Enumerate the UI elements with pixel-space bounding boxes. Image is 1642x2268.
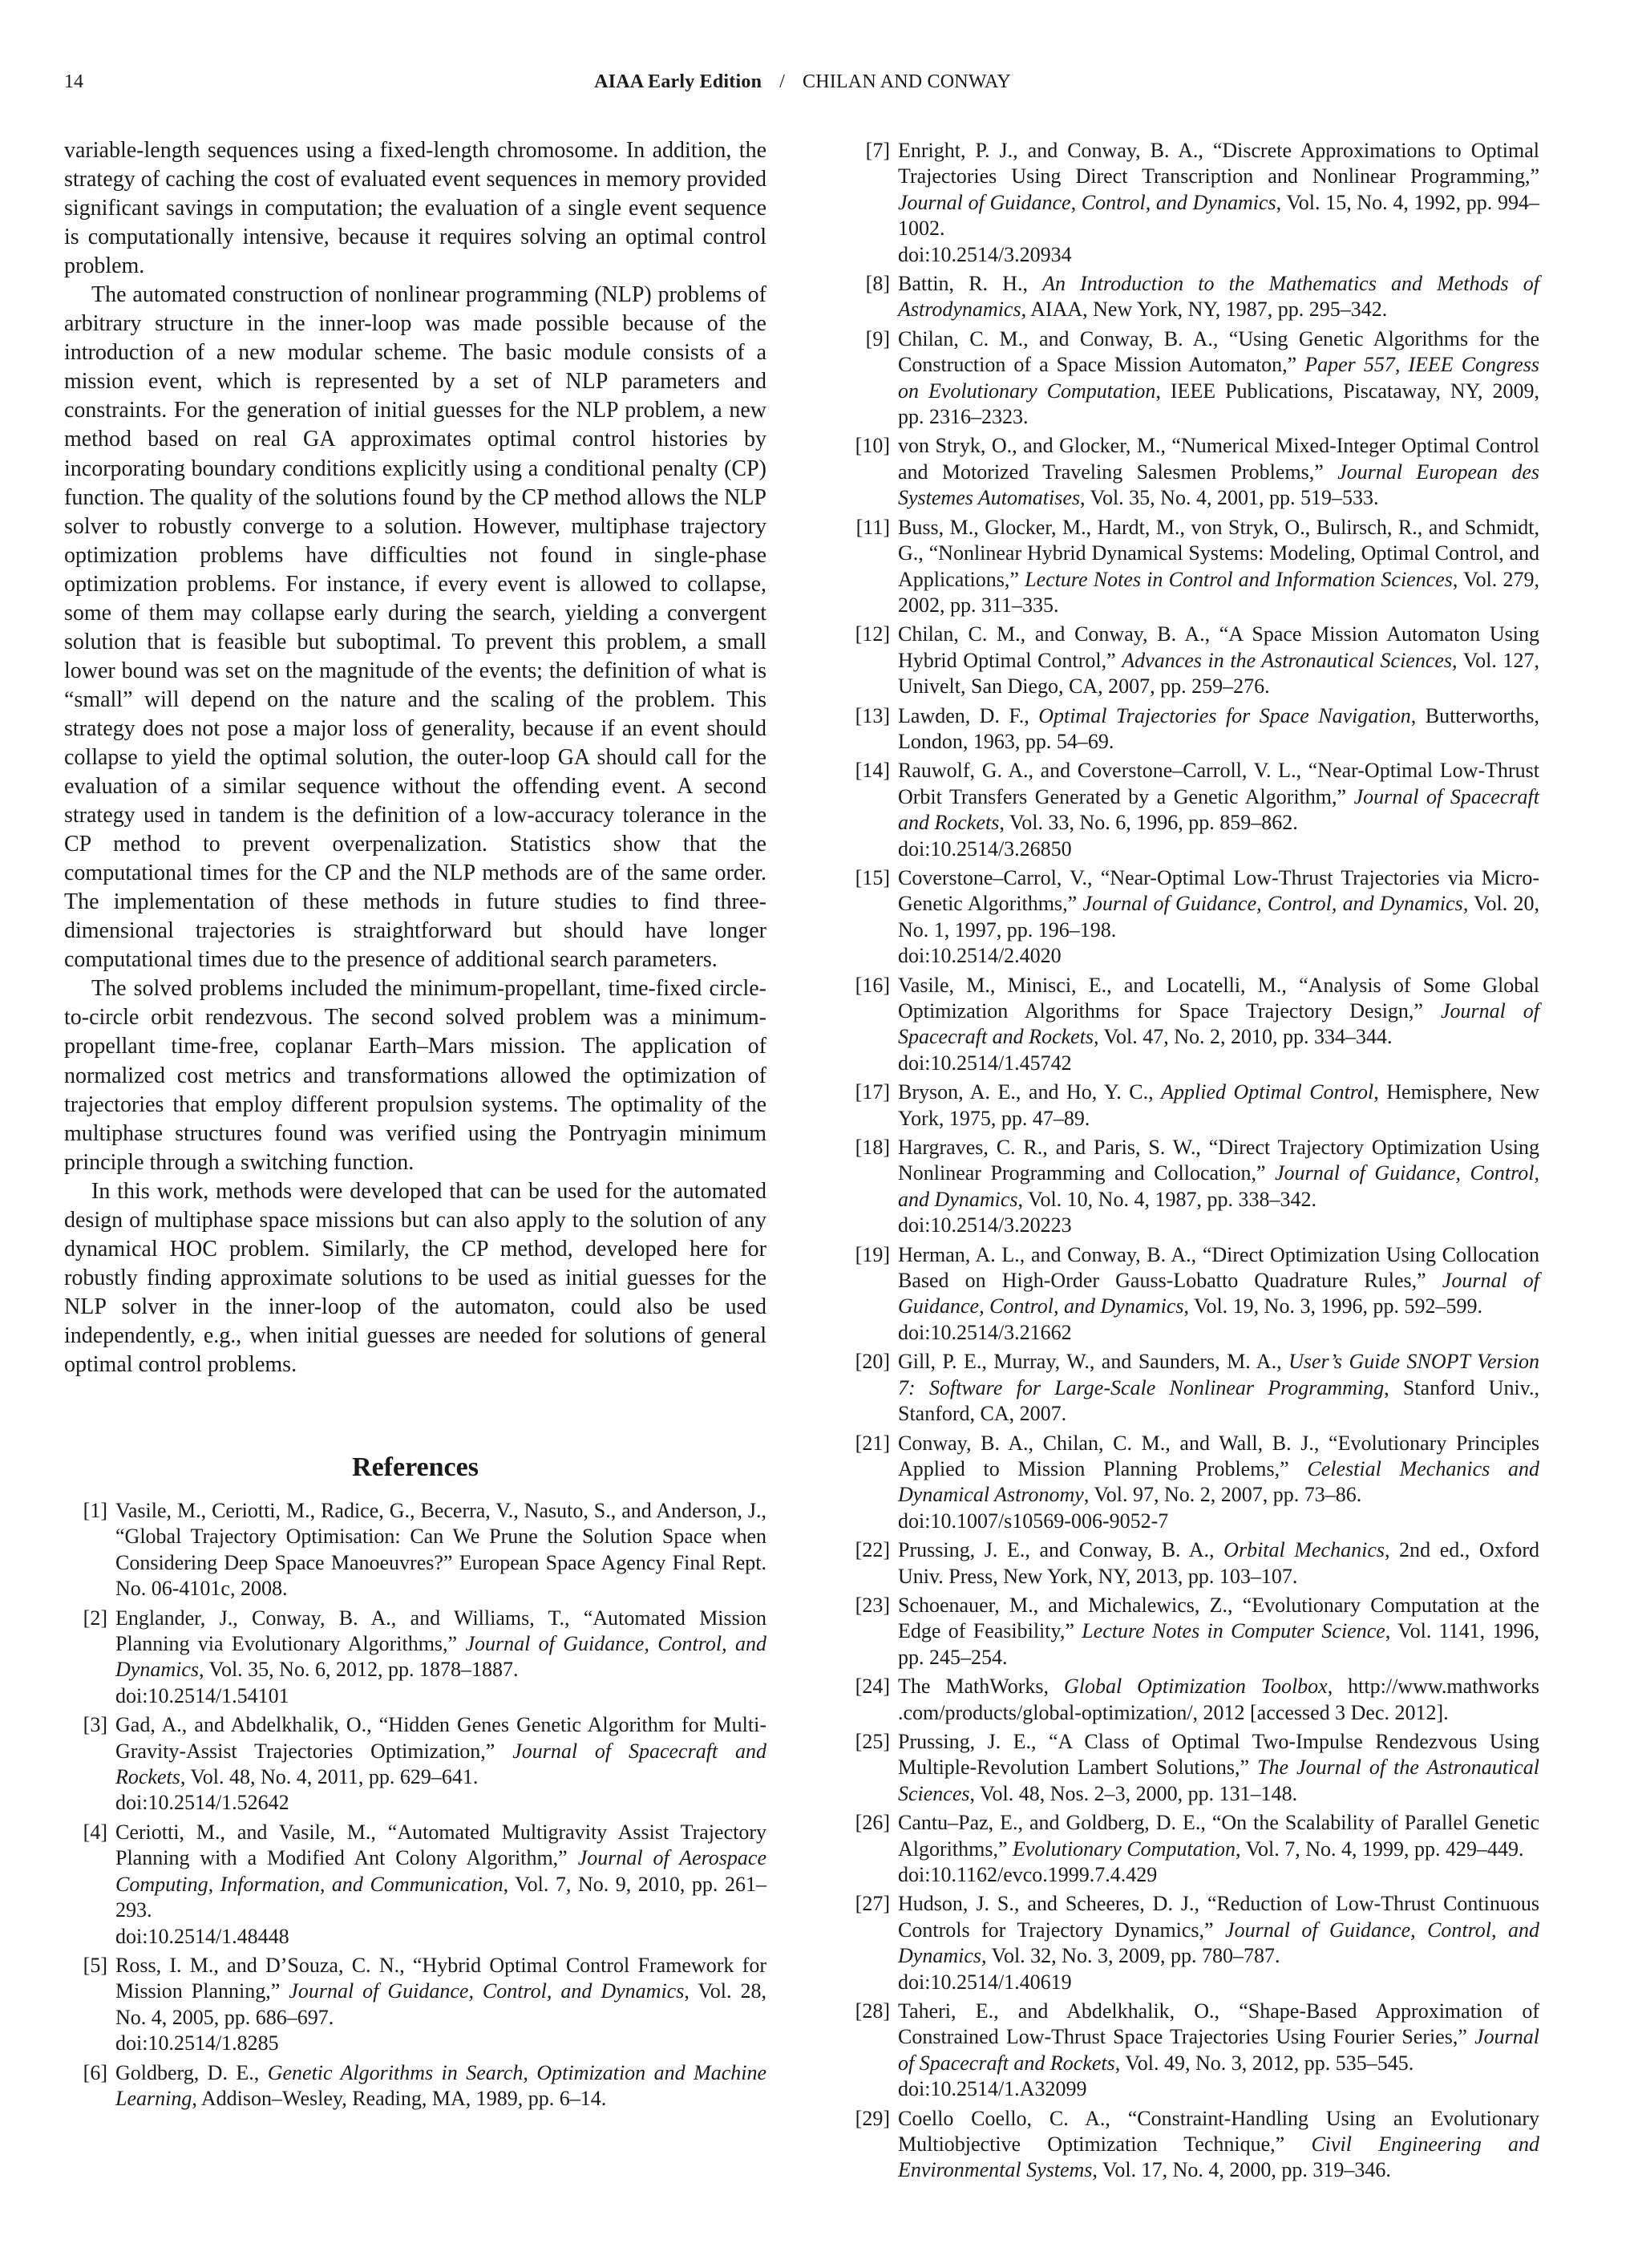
reference-details: , Vol. 7, No. 9, 2010, pp. 261–293.	[115, 1872, 766, 1922]
reference-item	[64, 2060, 766, 2112]
reference-doi[interactable]: doi:10.2514/3.20934	[898, 242, 1072, 266]
running-title	[64, 66, 1541, 98]
body-paragraph: The automated construction of nonlinear programming (NLP) problems of arbitrary structure in the inner-loop was made possible because of the introduction of a new modular scheme. The basic module consists of a mission event, which is represented by a set of NLP parameters and constraints. For the generation of initial guesses for the NLP problem, a new method based on real GA approximates optimal control histories by incorporating boundary conditions explicitly using a conditional penalty (CP) function. The quality of the solutions found by the CP method allows the NLP solver to robustly converge to a solution. However, multiphase trajectory optimization problems have difficulties not found in single-phase optimization problems. For instance, if every event is allowed to collapse, some of them may collapse early during the search, yielding a convergent solution that is feasible but suboptimal. To prevent this problem, a small lower bound was set on the magnitude of the events; the definition of what is “small” will depend on the nature and the scaling of the problem. This strategy does not pose a major loss of generality, because if an event should collapse to yield the optimal solution, the outer-loop GA should call for the evaluation of a similar sequence without the offending event. A second strategy used in tandem is the definition of a low-accuracy tolerance in the CP method to prevent overpenalization. Statistics show that the computational times for the CP and the NLP methods are of the same order. The implementation of these methods in future studies to find three-dimensional trajectories is straightforward but should have longer computational times due to the presence of additional search parameters.	[64, 282, 766, 973]
left-column	[64, 136, 766, 2115]
reference-text: Hudson, J. S., and Scheeres, D. J., “Reduction of Low-Thrust Continuous Controls for Trajectory Dynamics,”	[898, 1892, 1539, 1942]
reference-item	[843, 271, 1539, 323]
reference-source-title: User’s Guide SNOPT Version 7: Software for Large-Scale Nonlinear Programming	[898, 1350, 1539, 1399]
reference-text: Gill, P. E., Murray, W., and Saunders, M. A.,	[898, 1350, 1289, 1374]
reference-details: , Hemisphere, New York, 1975, pp. 47–89.	[898, 1080, 1539, 1130]
reference-item	[843, 1349, 1539, 1427]
reference-details: , Vol. 35, No. 4, 2001, pp. 519–533.	[1080, 486, 1379, 510]
header-authors: CHILAN AND CONWAY	[803, 71, 1011, 92]
reference-source-title: Genetic Algorithms in Search, Optimization and Machine Learning	[115, 2060, 767, 2110]
reference-number: [12]	[855, 622, 890, 646]
reference-details: , Vol. 48, No. 4, 2011, pp. 629–641.	[180, 1765, 479, 1789]
reference-details: , Vol. 35, No. 6, 2012, pp. 1878–1887.	[198, 1658, 519, 1682]
reference-text: Schoenauer, M., and Michalewics, Z., “Evolutionary Computation at the Edge of Feasibility,”	[898, 1593, 1539, 1643]
reference-text: Gad, A., and Abdelkhalik, O., “Hidden Genes Genetic Algorithm for Multi-Gravity-Assist Trajectories Optimization,”	[115, 1713, 766, 1763]
reference-number: [22]	[855, 1538, 890, 1562]
reference-details: , Addison–Wesley, Reading, MA, 1989, pp. 6–14.	[192, 2086, 607, 2110]
reference-details: , Vol. 19, No. 3, 1996, pp. 592–599.	[1183, 1294, 1482, 1318]
reference-item	[64, 1712, 766, 1816]
reference-source-title: Journal of Spacecraft and Rockets	[898, 999, 1540, 1049]
reference-text: Conway, B. A., Chilan, C. M., and Wall, B. J., “Evolutionary Principles Applied to Mission Planning Problems,”	[898, 1431, 1539, 1480]
reference-details: , Vol. 28, No. 4, 2005, pp. 686–697.	[115, 1979, 767, 2029]
reference-source-title: Celestial Mechanics and Dynamical Astronomy	[898, 1456, 1539, 1507]
reference-source-title: Journal of Spacecraft and Rockets	[898, 784, 1540, 835]
reference-text: Hargraves, C. R., and Paris, S. W., “Direct Trajectory Optimization Using Nonlinear Programming and Collocation,”	[898, 1136, 1539, 1185]
reference-item	[843, 326, 1539, 431]
reference-text: The MathWorks,	[898, 1675, 1064, 1699]
reference-number: [2]	[83, 1606, 107, 1630]
reference-text: Chilan, C. M., and Conway, B. A., “A Space Mission Automaton Using Hybrid Optimal Control,”	[898, 622, 1539, 672]
reference-item	[64, 1820, 766, 1950]
reference-number: [4]	[83, 1820, 107, 1844]
reference-doi[interactable]: doi:10.2514/1.45742	[898, 1051, 1072, 1075]
reference-text: Coello Coello, C. A., “Constraint-Handling Using an Evolutionary Multiobjective Optimization Technique,”	[898, 2106, 1539, 2157]
reference-text: Ross, I. M., and D’Souza, C. N., “Hybrid Optimal Control Framework for Mission Planning,”	[115, 1953, 766, 2003]
reference-number: [11]	[855, 515, 890, 539]
reference-item	[843, 433, 1539, 511]
reference-number: [9]	[865, 326, 890, 350]
reference-number: [8]	[865, 272, 890, 296]
reference-source-title: Evolutionary Computation	[1013, 1837, 1236, 1861]
reference-item	[843, 703, 1539, 755]
reference-source-title: Global Optimization Toolbox	[1063, 1675, 1328, 1699]
reference-number: [7]	[865, 139, 890, 162]
reference-item	[843, 1593, 1539, 1671]
reference-doi[interactable]: doi:10.2514/1.8285	[115, 2031, 279, 2055]
reference-details: , Vol. 15, No. 4, 1992, pp. 994–1002.	[898, 190, 1539, 241]
reference-source-title: Journal of Spacecraft and Rockets	[115, 1739, 766, 1789]
reference-source-title: Journal of Guidance, Control, and Dynamics	[898, 1161, 1539, 1211]
reference-source-title: Journal of Guidance, Control, and Dynamics	[289, 1979, 685, 2003]
reference-list-left	[64, 1498, 766, 2112]
reference-details: , Vol. 279, 2002, pp. 311–335.	[898, 567, 1539, 617]
body-paragraph: variable-length sequences using a fixed-length chromosome. In addition, the strategy of caching the cost of evaluated event sequences in memory provided significant savings in computation; the evaluation of a single event sequence is computationally intensive, because it requires solving an optimal control problem.	[64, 138, 766, 279]
reference-number: [15]	[855, 865, 890, 889]
right-column	[843, 138, 1539, 2187]
reference-text: Prussing, J. E., “A Class of Optimal Two-Impulse Rendezvous Using Multiple-Revolution Lambert Solutions,”	[898, 1729, 1539, 1780]
reference-text: Rauwolf, G. A., and Coverstone–Carroll, V. L., “Near-Optimal Low-Thrust Orbit Transfers Generated by a Genetic Algorithm,”	[898, 759, 1539, 808]
reference-details: , Vol. 47, No. 2, 2010, pp. 334–344.	[1094, 1025, 1393, 1049]
reference-source-title: Journal of Guidance, Control, and Dynamics	[898, 1269, 1539, 1318]
running-header	[64, 66, 1541, 98]
reference-text: Ceriotti, M., and Vasile, M., “Automated Multigravity Assist Trajectory Planning with a Modified Ant Colony Algorithm,”	[115, 1820, 766, 1870]
reference-number: [18]	[855, 1136, 890, 1160]
header-separator: /	[779, 71, 785, 92]
reference-source-title: Journal of Guidance, Control, and Dynamics	[898, 1918, 1539, 1968]
reference-text: Lawden, D. F.,	[898, 703, 1039, 727]
references-heading: References	[352, 1452, 479, 1483]
reference-item	[64, 1953, 766, 2057]
reference-source-title: Lecture Notes in Control and Information Sciences	[1025, 567, 1453, 591]
reference-source-title: Advances in the Astronautical Sciences	[1122, 648, 1453, 672]
reference-details: , http://www.mathworks .com/products/global-optimization/, 2012 [accessed 3 Dec. 2012].	[898, 1675, 1539, 1724]
reference-item	[843, 1431, 1539, 1535]
reference-doi[interactable]: doi:10.2514/1.52642	[115, 1791, 289, 1815]
reference-doi[interactable]: doi:10.2514/3.26850	[898, 836, 1072, 861]
reference-number: [20]	[855, 1350, 890, 1374]
reference-text: Herman, A. L., and Conway, B. A., “Direct Optimization Using Collocation Based on High-Order Gauss-Lobatto Quadrature Rules,”	[898, 1242, 1539, 1293]
reference-doi[interactable]: doi:10.2514/2.4020	[898, 944, 1062, 968]
reference-details: , Vol. 48, Nos. 2–3, 2000, pp. 131–148.	[969, 1781, 1298, 1805]
reference-details: , Vol. 97, No. 2, 2007, pp. 73–86.	[1083, 1483, 1362, 1507]
reference-number: [16]	[855, 973, 890, 997]
reference-number: [25]	[855, 1729, 890, 1753]
reference-details: , Vol. 10, No. 4, 1987, pp. 338–342.	[1017, 1187, 1316, 1211]
reference-source-title: Journal of Guidance, Control, and Dynamics	[898, 190, 1276, 214]
reference-item	[843, 1810, 1539, 1888]
reference-source-title: Orbital Mechanics	[1223, 1538, 1385, 1562]
reference-source-title: Journal of Spacecraft and Rockets	[898, 2025, 1539, 2075]
reference-source-title: Journal of Guidance, Control, and Dynamics	[1082, 892, 1463, 916]
reference-details: , Vol. 20, No. 1, 1997, pp. 196–198.	[898, 892, 1540, 942]
reference-number: [14]	[855, 759, 890, 783]
reference-number: [24]	[855, 1675, 890, 1699]
reference-item	[843, 1999, 1539, 2103]
reference-text: Battin, R. H.,	[898, 272, 1043, 296]
reference-item	[843, 1537, 1539, 1590]
reference-text: Buss, M., Glocker, M., Hardt, M., von Stryk, O., Bulirsch, R., and Schmidt, G., “Nonlinear Hybrid Dynamical Systems: Modeling, Optimal Control, and Applications,”	[898, 515, 1539, 591]
body-paragraph: The solved problems included the minimum-propellant, time-fixed circle-to-circle orbit rendezvous. The second solved problem was a minimum-propellant time-free, coplanar Earth–Mars mission. The application of normalized cost metrics and transformations allowed the optimization of trajectories that employ different propulsion systems. The optimality of the multiphase structures found was verified using the Pontryagin minimum principle through a switching function.	[64, 976, 766, 1175]
reference-item	[843, 758, 1539, 862]
reference-doi[interactable]: doi:10.2514/1.40619	[898, 1970, 1072, 1994]
reference-item	[843, 2106, 1539, 2184]
reference-item	[843, 515, 1539, 619]
reference-details: , Vol. 49, No. 3, 2012, pp. 535–545.	[1114, 2051, 1414, 2075]
reference-doi[interactable]: doi:10.2514/1.48448	[115, 1924, 289, 1948]
reference-list-right	[843, 138, 1539, 2184]
reference-text: Goldberg, D. E.,	[115, 2060, 268, 2084]
reference-source-title: Paper 557, IEEE Congress on Evolutionary Computation	[898, 353, 1539, 403]
reference-text: Taheri, E., and Abdelkhalik, O., “Shape-Based Approximation of Constrained Low-Thrust Space Trajectories Using Fourier Series,”	[898, 1999, 1539, 2049]
reference-number: [29]	[855, 2106, 890, 2130]
reference-text: Bryson, A. E., and Ho, Y. C.,	[898, 1080, 1162, 1104]
reference-item	[843, 1135, 1539, 1239]
reference-text: Chilan, C. M., and Conway, B. A., “Using Genetic Algorithms for the Construction of a Space Mission Automaton,”	[898, 326, 1539, 377]
reference-details: , Vol. 7, No. 4, 1999, pp. 429–449.	[1236, 1837, 1524, 1861]
reference-details: , Stanford Univ., Stanford, CA, 2007.	[898, 1375, 1539, 1426]
reference-details: , Vol. 33, No. 6, 1996, pp. 859–862.	[999, 811, 1298, 835]
reference-text: Cantu–Paz, E., and Goldberg, D. E., “On the Scalability of Parallel Genetic Algorithms,”	[898, 1811, 1539, 1861]
reference-number: [3]	[83, 1713, 107, 1737]
reference-details: , Vol. 32, No. 3, 2009, pp. 780–787.	[981, 1944, 1280, 1968]
reference-details: , 2nd ed., Oxford Univ. Press, New York, NY, 2013, pp. 103–107.	[898, 1538, 1539, 1588]
reference-item	[843, 973, 1539, 1077]
reference-text: von Stryk, O., and Glocker, M., “Numerical Mixed-Integer Optimal Control and Motorized Traveling Salesmen Problems,”	[898, 434, 1539, 484]
reference-source-title: Journal of Guidance, Control, and Dynamics	[115, 1632, 766, 1682]
reference-number: [5]	[83, 1953, 107, 1977]
reference-item	[843, 1242, 1539, 1347]
reference-item	[843, 865, 1539, 970]
body-paragraph: In this work, methods were developed that can be used for the automated design of multiphase space missions but can also apply to the solution of any dynamical HOC problem. Similarly, the CP method, developed here for robustly finding approximate solutions to be used as initial guesses for the NLP solver in the inner-loop of the automaton, could also be used independently, e.g., when initial guesses are needed for solutions of general optimal control problems.	[64, 1178, 766, 1377]
journal-name: AIAA Early Edition	[594, 71, 762, 92]
reference-text: Prussing, J. E., and Conway, B. A.,	[898, 1538, 1224, 1562]
reference-doi[interactable]: doi:10.2514/1.54101	[115, 1683, 289, 1707]
reference-number: [27]	[855, 1892, 890, 1916]
reference-number: [26]	[855, 1811, 890, 1835]
reference-item	[843, 1891, 1539, 1995]
reference-details: , Vol. 1141, 1996, pp. 245–254.	[898, 1619, 1540, 1669]
reference-text: Englander, J., Conway, B. A., and Williams, T., “Automated Mission Planning via Evolutionary Algorithms,”	[115, 1606, 766, 1656]
reference-item	[843, 1729, 1539, 1807]
reference-item	[843, 1079, 1539, 1132]
reference-text: Enright, P. J., and Conway, B. A., “Discrete Approximations to Optimal Trajectories Using Direct Transcription and Nonlinear Programming,”	[898, 139, 1539, 188]
reference-source-title: Applied Optimal Control	[1161, 1080, 1374, 1104]
reference-doi[interactable]: doi:10.1162/evco.1999.7.4.429	[898, 1863, 1158, 1886]
reference-doi[interactable]: doi:10.2514/1.A32099	[898, 2077, 1087, 2101]
reference-source-title: An Introduction to the Mathematics and Methods of Astrodynamics	[898, 272, 1540, 322]
reference-source-title: Optimal Trajectories for Space Navigation	[1038, 703, 1411, 727]
page-number: 14	[64, 71, 83, 92]
reference-source-title: The Journal of the Astronautical Sciences	[898, 1756, 1539, 1805]
reference-number: [6]	[83, 2060, 107, 2084]
reference-text: Coverstone–Carrol, V., “Near-Optimal Low-Thrust Trajectories via Micro-Genetic Algorithms,”	[898, 865, 1539, 916]
reference-details: , Butterworths, London, 1963, pp. 54–69.	[898, 703, 1539, 753]
reference-number: [17]	[855, 1080, 890, 1104]
reference-doi[interactable]: doi:10.2514/3.21662	[898, 1320, 1072, 1344]
reference-number: [21]	[855, 1431, 890, 1455]
reference-details: , Vol. 17, No. 4, 2000, pp. 319–346.	[1092, 2158, 1391, 2182]
reference-source-title: Civil Engineering and Environmental Systems	[898, 2132, 1539, 2182]
reference-doi[interactable]: doi:10.2514/3.20223	[898, 1213, 1072, 1237]
reference-item	[64, 1606, 766, 1710]
reference-item	[843, 138, 1539, 268]
reference-item	[64, 1498, 766, 1602]
reference-text: Vasile, M., Ceriotti, M., Radice, G., Becerra, V., Nasuto, S., and Anderson, J., “Global Trajectory Optimisation: Can We Prune the Solution Space when Considering Deep Space Manoeuvres?” European Space Agency Final Rept. No. 06-4101c, 2008.	[115, 1499, 766, 1601]
reference-details: , AIAA, New York, NY, 1987, pp. 295–342.	[1021, 298, 1388, 322]
reference-number: [10]	[855, 434, 890, 458]
reference-item	[843, 622, 1539, 699]
reference-number: [28]	[855, 1999, 890, 2023]
reference-number: [13]	[855, 703, 890, 727]
reference-item	[843, 1674, 1539, 1726]
reference-source-title: Journal European des Systemes Automatises	[898, 460, 1539, 510]
reference-number: [1]	[83, 1499, 107, 1523]
reference-details: , Vol. 127, Univelt, San Diego, CA, 2007, pp. 259–276.	[898, 648, 1539, 699]
reference-number: [19]	[855, 1242, 890, 1266]
reference-source-title: Journal of Aerospace Computing, Information, and Communication	[115, 1846, 766, 1896]
reference-number: [23]	[855, 1593, 890, 1617]
reference-details: , IEEE Publications, Piscataway, NY, 2009, pp. 2316–2323.	[898, 379, 1539, 429]
reference-doi[interactable]: doi:10.1007/s10569-006-9052-7	[898, 1509, 1169, 1533]
reference-text: Vasile, M., Minisci, E., and Locatelli, M., “Analysis of Some Global Optimization Algorithms for Space Trajectory Design,”	[898, 973, 1539, 1023]
reference-source-title: Lecture Notes in Computer Science	[1082, 1619, 1385, 1643]
